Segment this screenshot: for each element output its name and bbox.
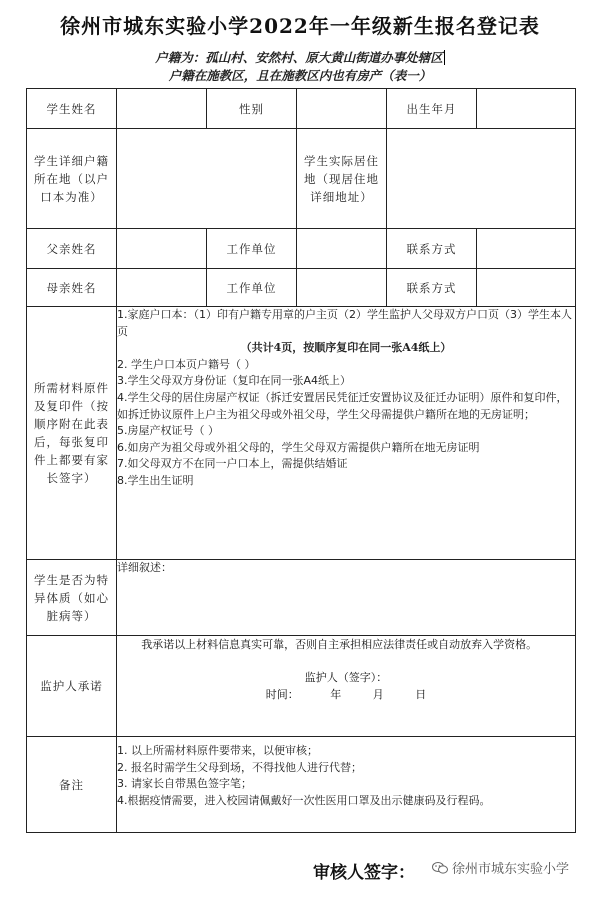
guardian-signature-line[interactable]: 监护人（签字）： — [304, 671, 388, 684]
row-student-basic — [27, 89, 576, 129]
text-cursor — [444, 50, 445, 65]
label-notes: 备注 — [27, 737, 117, 833]
field-hukou-address[interactable] — [117, 129, 297, 229]
material-item: 5.房屋产权证号（ ） — [117, 424, 219, 438]
field-actual-address[interactable] — [387, 129, 576, 229]
material-emphasis: （共计4页，按顺序复印在同一张A4纸上） — [240, 341, 452, 355]
field-father-name[interactable] — [117, 229, 207, 269]
row-father — [27, 229, 576, 269]
reviewer-signature[interactable]: 审核人签字： — [313, 863, 415, 883]
field-birth-date[interactable] — [477, 89, 576, 129]
date-time-label: 时间： — [265, 688, 299, 701]
materials-list — [117, 307, 576, 560]
pledge-date-line — [117, 686, 575, 703]
material-item: 8.学生出生证明 — [117, 473, 194, 487]
field-father-work[interactable] — [297, 229, 387, 269]
label-special-condition: 学生是否为特异体质（如心脏病等） — [27, 560, 117, 636]
note-item: 1. 以上所需材料原件要带来，以便审核； — [117, 744, 318, 757]
field-gender[interactable] — [297, 89, 387, 129]
field-mother-name[interactable] — [117, 269, 207, 307]
field-mother-work[interactable] — [297, 269, 387, 307]
label-mother-name: 母亲姓名 — [27, 269, 117, 307]
label-required-materials: 所需材料原件及复印件（按顺序附在此表后，每张复印件上都要有家长签字） — [27, 307, 117, 560]
label-mother-work: 工作单位 — [207, 269, 297, 307]
label-father-name: 父亲姓名 — [27, 229, 117, 269]
note-item: 3. 请家长自带黑色签字笔； — [117, 777, 252, 791]
label-birth-date: 出生年月 — [387, 89, 477, 129]
note-item: 4.根据疫情需要，进入校园请佩戴好一次性医用口罩及出示健康码及行程码。 — [117, 793, 491, 807]
material-item: 3.学生父母双方身份证（复印在同一张A4纸上） — [117, 374, 352, 388]
subtitle-hukou-area: 户籍为：孤山村、安然村、原大黄山街道办事处辖区 — [155, 50, 443, 65]
material-item: 6.如房产为祖父母或外祖父母的，学生父母双方需提供户籍所在地无房证明 — [117, 440, 480, 454]
material-item: 2. 学生户口本页户籍号（ ） — [117, 357, 256, 371]
row-materials — [27, 307, 576, 560]
material-item: 7.如父母双方不在同一户口本上，需提供结婚证 — [117, 457, 348, 471]
material-item: 1.家庭户口本：（1）印有户籍专用章的户主页（2）学生监护人父母双方户口页（3）学生本人页 — [117, 308, 572, 338]
subtitle-table-note: 户籍在施教区，且在施教区内也有房产（表一） — [168, 68, 432, 83]
registration-table — [26, 88, 576, 833]
watermark-text: 徐州市城东实验小学 — [452, 862, 570, 877]
guardian-pledge-box — [117, 636, 576, 737]
label-mother-contact: 联系方式 — [387, 269, 477, 307]
form-title: 徐州市城东实验小学2022年一年级新生报名登记表 — [60, 14, 540, 38]
note-item: 2. 报名时需学生父母到场，不得找他人进行代替； — [117, 760, 362, 774]
field-mother-contact[interactable] — [477, 269, 576, 307]
special-detail-label: 详细叙述： — [117, 561, 172, 574]
date-year-label: 年 — [330, 688, 342, 701]
label-hukou-address: 学生详细户籍所在地（以户口本为准） — [27, 129, 117, 229]
label-father-contact: 联系方式 — [387, 229, 477, 269]
field-special-detail[interactable] — [117, 560, 576, 636]
label-actual-address: 学生实际居住地（现居住地详细地址） — [297, 129, 387, 229]
row-guardian-pledge — [27, 636, 576, 737]
row-special-condition — [27, 560, 576, 636]
wechat-icon — [432, 861, 448, 875]
label-guardian-pledge: 监护人承诺 — [27, 636, 117, 737]
row-mother — [27, 269, 576, 307]
date-month-label: 月 — [372, 688, 384, 701]
field-student-name[interactable] — [117, 89, 207, 129]
notes-list — [117, 737, 576, 833]
watermark — [432, 858, 569, 877]
label-student-name: 学生姓名 — [27, 89, 117, 129]
pledge-statement: 我承诺以上材料信息真实可靠，否则自主承担相应法律责任或自动放弃入学资格。 — [141, 638, 538, 651]
label-father-work: 工作单位 — [207, 229, 297, 269]
material-item: 4.学生父母的居住房屋产权证（拆迁安置居民凭征迁安置协议及征迁办证明）原件和复印件，如拆迁协议原件上户主为祖父母或外祖父母，学生父母需提供户籍所在地的无房证明； — [117, 390, 568, 421]
date-day-label: 日 — [415, 688, 427, 701]
row-notes — [27, 737, 576, 833]
label-gender: 性别 — [207, 89, 297, 129]
row-address — [27, 129, 576, 229]
field-father-contact[interactable] — [477, 229, 576, 269]
